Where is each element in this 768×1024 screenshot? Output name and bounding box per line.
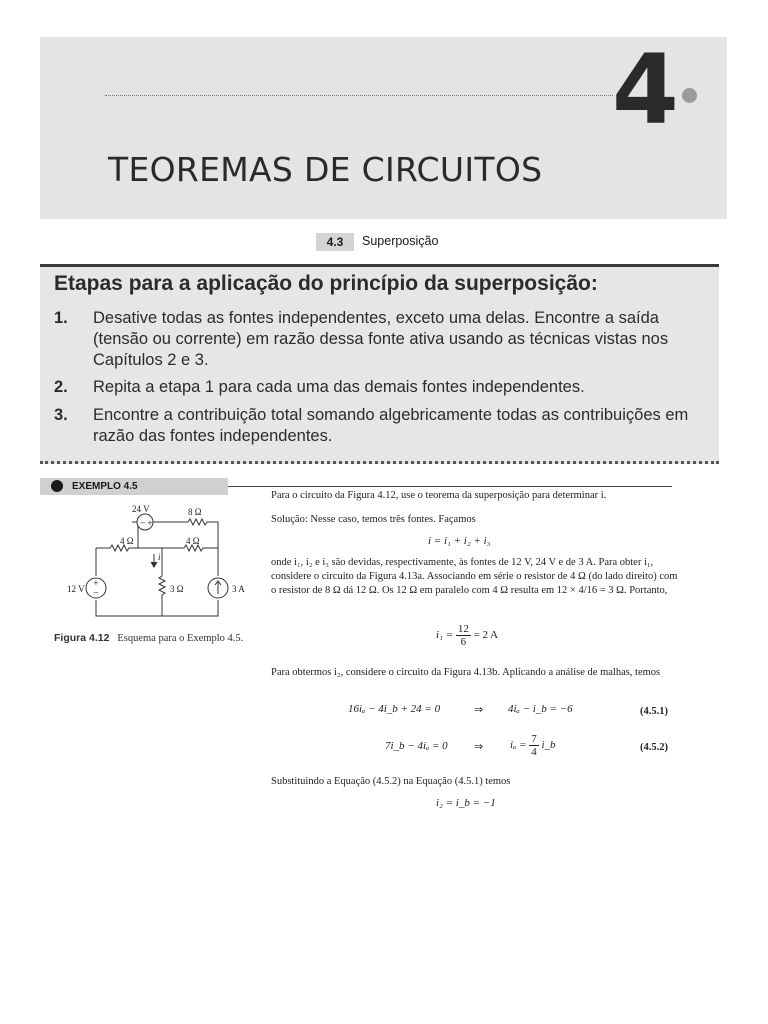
svg-text:+: + (147, 519, 153, 527)
example-paragraph-1: onde i₁, i₂ e i₃ são devidas, respectivamente, às fontes de 12 V, 24 V e de 3 A. Para obter i₁, considere o circuito da Figura 4.13a. Associando em série o resistor de 4 Ω (do lado direito) com o resistor de 8 Ω dá 12 Ω. Os 12 Ω em paralelo com 4 Ω resulta em 12 × 4/16 = 3 Ω. Portanto, (271, 557, 678, 596)
step-text: Repita a etapa 1 para cada uma das demais fontes independentes. (93, 378, 585, 396)
eq-i1-rhs: = 2 A (473, 629, 499, 642)
equation-1-left: 16iₐ − 4i_b + 24 = 0 (348, 703, 441, 715)
equation-i1 (436, 623, 498, 648)
equation-1-right: 4iₐ − i_b = −6 (508, 703, 573, 715)
step-text: Encontre a contribuição total somando algebricamente todas as contribuições em razão das fontes independentes. (93, 406, 689, 445)
label-i: i (158, 552, 161, 562)
svg-text:−: − (93, 589, 99, 597)
example-rule (228, 486, 672, 487)
section-name: Superposição (362, 234, 439, 248)
label-24v: 24 V (132, 504, 150, 514)
current-arrow-icon (151, 554, 157, 567)
step-number: 3. (54, 406, 68, 424)
label-4ohm-left: 4 Ω (120, 536, 134, 546)
equation-2-number: (4.5.2) (640, 742, 668, 753)
section-number: 4.3 (316, 233, 354, 251)
equation-final: i₂ = i_b = −1 (436, 797, 496, 809)
equation-2-right (510, 733, 556, 758)
figure-caption (54, 631, 244, 646)
header-dotted-rule (105, 95, 613, 96)
circuit-diagram (67, 500, 264, 624)
svg-text:+: + (93, 579, 99, 587)
eq-i1-lhs: i₁ = (436, 629, 454, 642)
caption-text: Esquema para o Exemplo 4.5. (117, 633, 244, 644)
step-number: 1. (54, 309, 68, 327)
label-3a: 3 A (232, 584, 245, 594)
solution-line (271, 513, 681, 527)
step-number: 2. (54, 378, 68, 396)
chapter-dot-icon (682, 88, 697, 103)
equation-1-arrow: ⇒ (474, 704, 484, 716)
svg-text:−: − (140, 519, 146, 527)
chapter-title: TEOREMAS DE CIRCUITOS (108, 150, 543, 189)
label-8ohm: 8 Ω (188, 507, 202, 517)
solution-text: Nesse caso, temos três fontes. Façamos (310, 514, 476, 525)
label-4ohm-right: 4 Ω (186, 536, 200, 546)
eq2-frac-den: 4 (531, 746, 537, 758)
step-item-2 (54, 377, 714, 398)
eq-i1-num: 12 (457, 623, 469, 635)
eq-i1-den: 6 (460, 636, 467, 648)
solution-label: Solução: (271, 514, 308, 525)
example-intro: Para o circuito da Figura 4.12, use o teorema da superposição para determinar i. (271, 490, 607, 501)
step-item-3 (54, 405, 714, 447)
equation-2-left: 7i_b − 4iₐ = 0 (385, 740, 448, 752)
eq2-right-rhs: i_b (541, 739, 556, 752)
example-paragraph-3: Substituindo a Equação (4.5.2) na Equação (4.5.1) temos (271, 776, 511, 787)
label-3ohm: 3 Ω (170, 584, 184, 594)
equation-sum: i = i₁ + i₂ + i₃ (428, 535, 491, 547)
label-12v: 12 V (67, 584, 85, 594)
step-item-1 (54, 308, 714, 371)
bullet-icon (51, 480, 63, 492)
eq-i1-fraction (456, 623, 471, 648)
equation-1-number: (4.5.1) (640, 706, 668, 717)
steps-title: Etapas para a aplicação do princípio da superposição: (54, 272, 598, 295)
step-text: Desative todas as fontes independentes, exceto uma delas. Encontre a saída (tensão ou corrente) em razão dessa fonte ativa usando as técnicas vistas nos Capítulos 2 e 3. (93, 309, 669, 369)
eq2-right-lhs: iₐ = (510, 739, 527, 752)
example-paragraph-2: Para obtermos i₂, considere o circuito da Figura 4.13b. Aplicando a análise de malhas, temos (271, 667, 661, 678)
caption-label: Figura 4.12 (54, 632, 110, 644)
example-label: EXEMPLO 4.5 (72, 481, 138, 492)
eq2-frac-num: 7 (531, 733, 537, 745)
eq2-fraction (529, 733, 539, 758)
equation-2-arrow: ⇒ (474, 741, 484, 753)
chapter-number: 4 (612, 34, 679, 146)
